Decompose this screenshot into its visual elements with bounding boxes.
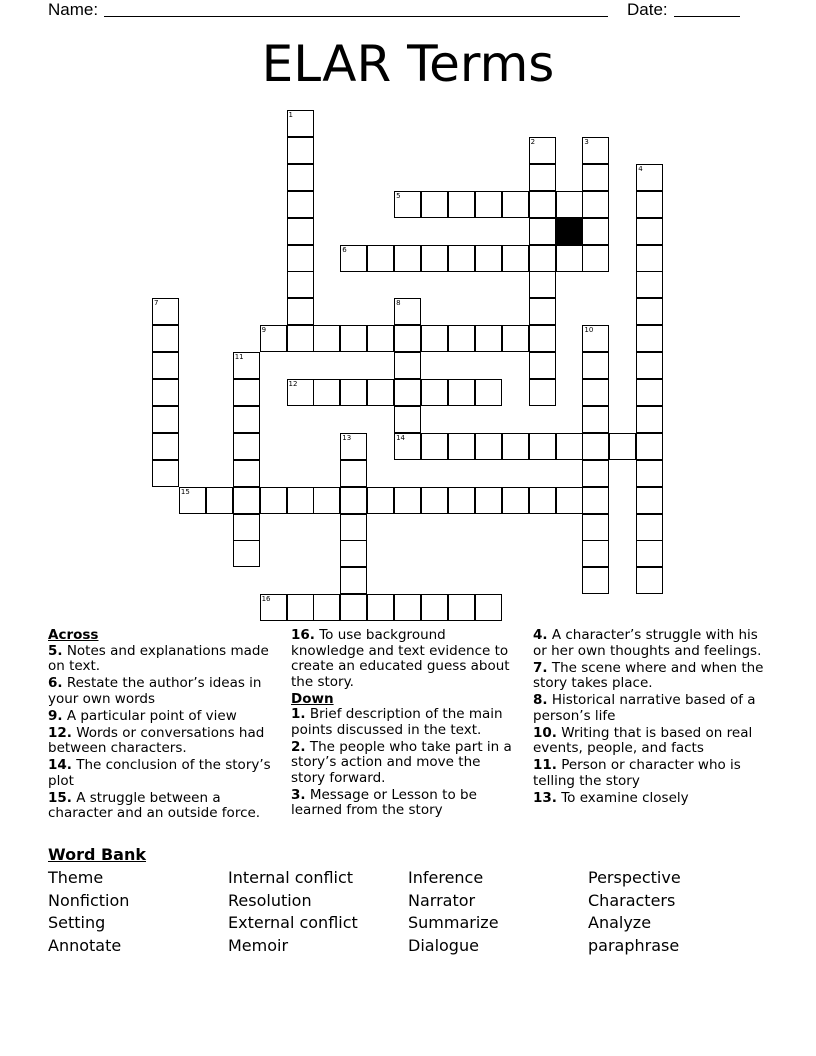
crossword-cell[interactable]	[475, 379, 502, 406]
word-bank-row	[48, 890, 768, 913]
crossword-cell[interactable]	[582, 325, 609, 352]
crossword-cell[interactable]	[287, 191, 314, 218]
crossword-cell[interactable]	[367, 325, 394, 352]
crossword-cell[interactable]	[394, 298, 421, 325]
crossword-cell[interactable]	[313, 594, 340, 621]
crossword-cell[interactable]	[448, 433, 475, 460]
clue-down-11: 11. Person or character who is telling the story	[533, 757, 741, 789]
crossword-cell[interactable]	[582, 406, 609, 433]
crossword-cell[interactable]	[233, 514, 260, 541]
crossword-cell[interactable]	[636, 433, 663, 460]
crossword-cell[interactable]	[475, 325, 502, 352]
clue-down-2: 2. The people who take part in a story’s action and move the story forward.	[291, 738, 512, 786]
crossword-cell[interactable]	[636, 540, 663, 567]
crossword-cell[interactable]	[636, 245, 663, 272]
crossword-cell[interactable]	[367, 379, 394, 406]
cell-number: 11	[234, 353, 244, 362]
clue-column-1	[48, 628, 276, 823]
crossword-cell[interactable]	[636, 191, 663, 218]
crossword-cell[interactable]	[394, 191, 421, 218]
crossword-cell[interactable]	[448, 191, 475, 218]
cell-number: 7	[154, 299, 159, 308]
crossword-cell[interactable]	[556, 487, 583, 514]
crossword-cell[interactable]	[556, 191, 583, 218]
crossword-cell[interactable]	[233, 433, 260, 460]
crossword-cell[interactable]	[529, 137, 556, 164]
crossword-cell[interactable]	[448, 325, 475, 352]
crossword-cell[interactable]	[340, 487, 367, 514]
crossword-cell[interactable]	[636, 271, 663, 298]
crossword-cell[interactable]	[421, 594, 448, 621]
crossword-cell[interactable]	[287, 487, 314, 514]
crossword-cell[interactable]	[636, 325, 663, 352]
crossword-cell[interactable]	[340, 514, 367, 541]
crossword-cell[interactable]	[475, 487, 502, 514]
crossword-cell[interactable]	[233, 487, 260, 514]
word-bank-item: Inference	[408, 868, 484, 887]
word-bank-item: Internal conflict	[228, 868, 354, 887]
crossword-cell[interactable]	[448, 594, 475, 621]
crossword-cell[interactable]	[636, 460, 663, 487]
crossword-cell[interactable]	[152, 352, 179, 379]
crossword-cell[interactable]	[582, 245, 609, 272]
crossword-cell[interactable]	[340, 245, 367, 272]
cell-number: 9	[261, 326, 267, 335]
clue-across-6: 6. Restate the author’s ideas in your own words	[48, 675, 262, 707]
crossword-cell[interactable]	[529, 379, 556, 406]
clue-down-10: 10. Writing that is based on real events, people, and facts	[533, 724, 753, 756]
crossword-cell[interactable]	[340, 433, 367, 460]
crossword-cell[interactable]	[313, 487, 340, 514]
crossword-cell[interactable]	[475, 191, 502, 218]
clue-down-4: 4. A character’s struggle with his or her own thoughts and feelings.	[533, 627, 762, 659]
crossword-cell[interactable]	[502, 325, 529, 352]
clue-down-13: 13. To examine closely	[533, 789, 689, 806]
clue-across-14: 14. The conclusion of the story’s plot	[48, 757, 271, 789]
crossword-cell[interactable]	[340, 594, 367, 621]
cell-number: 14	[396, 433, 406, 442]
crossword-cell[interactable]	[636, 514, 663, 541]
crossword-cell[interactable]	[287, 594, 314, 621]
crossword-cell[interactable]	[582, 433, 609, 460]
crossword-cell[interactable]	[340, 379, 367, 406]
crossword-cell[interactable]	[582, 460, 609, 487]
crossword-cell[interactable]	[394, 325, 421, 352]
cell-number: 1	[288, 111, 293, 119]
crossword-cell[interactable]	[287, 245, 314, 272]
crossword-cell[interactable]	[233, 352, 260, 379]
crossword-cell[interactable]	[582, 191, 609, 218]
crossword-cell[interactable]	[421, 245, 448, 272]
word-bank-row	[48, 912, 768, 935]
crossword-cell[interactable]	[394, 352, 421, 379]
crossword-cell[interactable]	[636, 218, 663, 245]
crossword-cell[interactable]	[529, 433, 556, 460]
cell-number: 16	[261, 595, 271, 604]
cell-number: 13	[342, 433, 352, 442]
crossword-cell[interactable]	[636, 379, 663, 406]
cell-number: 12	[288, 380, 298, 388]
crossword-cell[interactable]	[287, 218, 314, 245]
crossword-cell[interactable]	[179, 487, 206, 514]
crossword-cell[interactable]	[582, 352, 609, 379]
word-bank-item: Memoir	[228, 935, 289, 955]
crossword-cell[interactable]	[233, 379, 260, 406]
crossword-cell[interactable]	[529, 191, 556, 218]
word-bank	[48, 867, 768, 957]
word-bank-item: Analyze	[588, 913, 652, 932]
crossword-cell[interactable]	[502, 487, 529, 514]
crossword-cell[interactable]	[475, 433, 502, 460]
crossword-cell[interactable]	[287, 110, 314, 137]
crossword-cell[interactable]	[582, 540, 609, 567]
down-heading: Down	[291, 690, 334, 707]
clue-across-15: 15. A struggle between a character and an outside force.	[48, 789, 261, 821]
crossword-cell[interactable]	[260, 487, 287, 514]
crossword-cell[interactable]	[233, 540, 260, 567]
word-bank-item: paraphrase	[588, 935, 680, 955]
word-bank-item: Nonfiction	[48, 890, 130, 910]
crossword-cell[interactable]	[529, 487, 556, 514]
word-bank-item: External conflict	[228, 913, 358, 932]
crossword-cell[interactable]	[394, 406, 421, 433]
cell-number: 3	[584, 137, 589, 146]
crossword-cell[interactable]	[260, 325, 287, 352]
cell-number: 4	[638, 164, 643, 173]
word-bank-title: Word Bank	[48, 845, 147, 864]
crossword-cell[interactable]	[636, 567, 663, 594]
clue-down-3: 3. Message or Lesson to be learned from the story	[291, 786, 477, 818]
cell-number: 6	[342, 245, 347, 254]
crossword-cell[interactable]	[529, 271, 556, 298]
crossword-cell[interactable]	[340, 460, 367, 487]
crossword-cell[interactable]	[394, 433, 421, 460]
page-title: ELAR Terms	[261, 35, 555, 93]
clue-down-1: 1. Brief description of the main points discussed in the text.	[291, 706, 503, 738]
word-bank-item: Characters	[588, 890, 676, 910]
crossword-cell[interactable]	[340, 540, 367, 567]
crossword-cell[interactable]	[636, 164, 663, 191]
crossword-cell[interactable]	[367, 487, 394, 514]
crossword-cell[interactable]	[206, 487, 233, 514]
crossword-cell[interactable]	[152, 325, 179, 352]
clue-down-7: 7. The scene where and when the story takes place.	[533, 659, 764, 691]
word-bank-row	[48, 867, 768, 890]
clue-across-16: 16. To use background knowledge and text evidence to create an educated guess about the story.	[291, 627, 510, 690]
crossword-cell[interactable]	[367, 245, 394, 272]
clue-column-3	[533, 628, 765, 808]
crossword-cell[interactable]	[394, 245, 421, 272]
crossword-cell[interactable]	[448, 379, 475, 406]
crossword-cell[interactable]	[421, 379, 448, 406]
crossword-cell[interactable]	[529, 245, 556, 272]
crossword-cell[interactable]	[502, 191, 529, 218]
crossword-cell[interactable]	[448, 245, 475, 272]
word-bank-item: Narrator	[408, 890, 476, 910]
crossword-cell[interactable]	[287, 164, 314, 191]
cell-number: 2	[530, 137, 536, 146]
crossword-cell[interactable]	[421, 433, 448, 460]
word-bank-item: Perspective	[588, 868, 681, 887]
crossword-cell[interactable]	[582, 137, 609, 164]
crossword-cell[interactable]	[529, 352, 556, 379]
cell-number: 8	[396, 299, 401, 308]
word-bank-item: Theme	[48, 868, 104, 887]
crossword-cell[interactable]	[529, 298, 556, 325]
clue-across-12: 12. Words or conversations had between characters.	[48, 724, 265, 756]
word-bank-item: Dialogue	[408, 935, 479, 955]
crossword-cell[interactable]	[421, 325, 448, 352]
crossword-cell[interactable]	[556, 433, 583, 460]
crossword-cell[interactable]	[260, 594, 287, 621]
clue-across-9: 9. A particular point of view	[48, 707, 237, 724]
crossword-cell[interactable]	[636, 352, 663, 379]
crossword-cell[interactable]	[529, 325, 556, 352]
crossword-cell[interactable]	[394, 379, 421, 406]
crossword-cell[interactable]	[636, 406, 663, 433]
crossword-cell[interactable]	[313, 379, 340, 406]
crossword-cell[interactable]	[448, 487, 475, 514]
crossword-cell[interactable]	[367, 594, 394, 621]
crossword-cell[interactable]	[313, 325, 340, 352]
crossword-cell[interactable]	[233, 460, 260, 487]
crossword-cell[interactable]	[421, 487, 448, 514]
crossword-cell[interactable]	[582, 218, 609, 245]
crossword-cell[interactable]	[556, 245, 583, 272]
crossword-cell[interactable]	[287, 271, 314, 298]
crossword-cell[interactable]	[609, 433, 636, 460]
crossword-cell[interactable]	[287, 137, 314, 164]
word-bank-item: Summarize	[408, 913, 499, 932]
crossword-cell[interactable]	[394, 594, 421, 621]
crossword-cell[interactable]	[287, 379, 314, 406]
crossword-cell[interactable]	[582, 514, 609, 541]
crossword-cell[interactable]	[421, 191, 448, 218]
crossword-cell[interactable]	[582, 487, 609, 514]
crossword-cell[interactable]	[475, 594, 502, 621]
word-bank-item: Setting	[48, 913, 106, 932]
date-label: Date:	[627, 0, 668, 19]
crossword-cell[interactable]	[340, 325, 367, 352]
crossword-cell[interactable]	[340, 567, 367, 594]
crossword-cell[interactable]	[287, 298, 314, 325]
cell-number: 15	[180, 487, 190, 496]
clue-across-5: 5. Notes and explanations made on text.	[48, 642, 269, 674]
crossword-cell[interactable]	[152, 298, 179, 325]
word-bank-row	[48, 935, 768, 958]
crossword-cell[interactable]	[287, 325, 314, 352]
across-heading: Across	[48, 627, 99, 643]
cell-number: 10	[584, 326, 594, 335]
crossword-cell[interactable]	[502, 433, 529, 460]
cell-number: 5	[396, 191, 401, 200]
crossword-cell[interactable]	[636, 487, 663, 514]
crossword-cell[interactable]	[152, 460, 179, 487]
crossword-cell[interactable]	[582, 164, 609, 191]
crossword-cell[interactable]	[152, 433, 179, 460]
crossword-cell[interactable]	[582, 567, 609, 594]
crossword-cell[interactable]	[529, 218, 556, 245]
crossword-cell[interactable]	[636, 298, 663, 325]
crossword-cell[interactable]	[152, 379, 179, 406]
name-label: Name:	[48, 0, 99, 19]
clue-down-8: 8. Historical narrative based of a person’s life	[533, 692, 756, 724]
crossword-cell[interactable]	[233, 406, 260, 433]
crossword-cell[interactable]	[529, 164, 556, 191]
crossword-cell[interactable]	[582, 379, 609, 406]
crossword-black-cell	[556, 218, 583, 245]
crossword-cell[interactable]	[394, 487, 421, 514]
clue-column-2	[291, 628, 517, 820]
crossword-cell[interactable]	[152, 406, 179, 433]
word-bank-item: Annotate	[48, 935, 122, 955]
crossword-cell[interactable]	[502, 245, 529, 272]
word-bank-item: Resolution	[228, 890, 312, 910]
crossword-cell[interactable]	[475, 245, 502, 272]
